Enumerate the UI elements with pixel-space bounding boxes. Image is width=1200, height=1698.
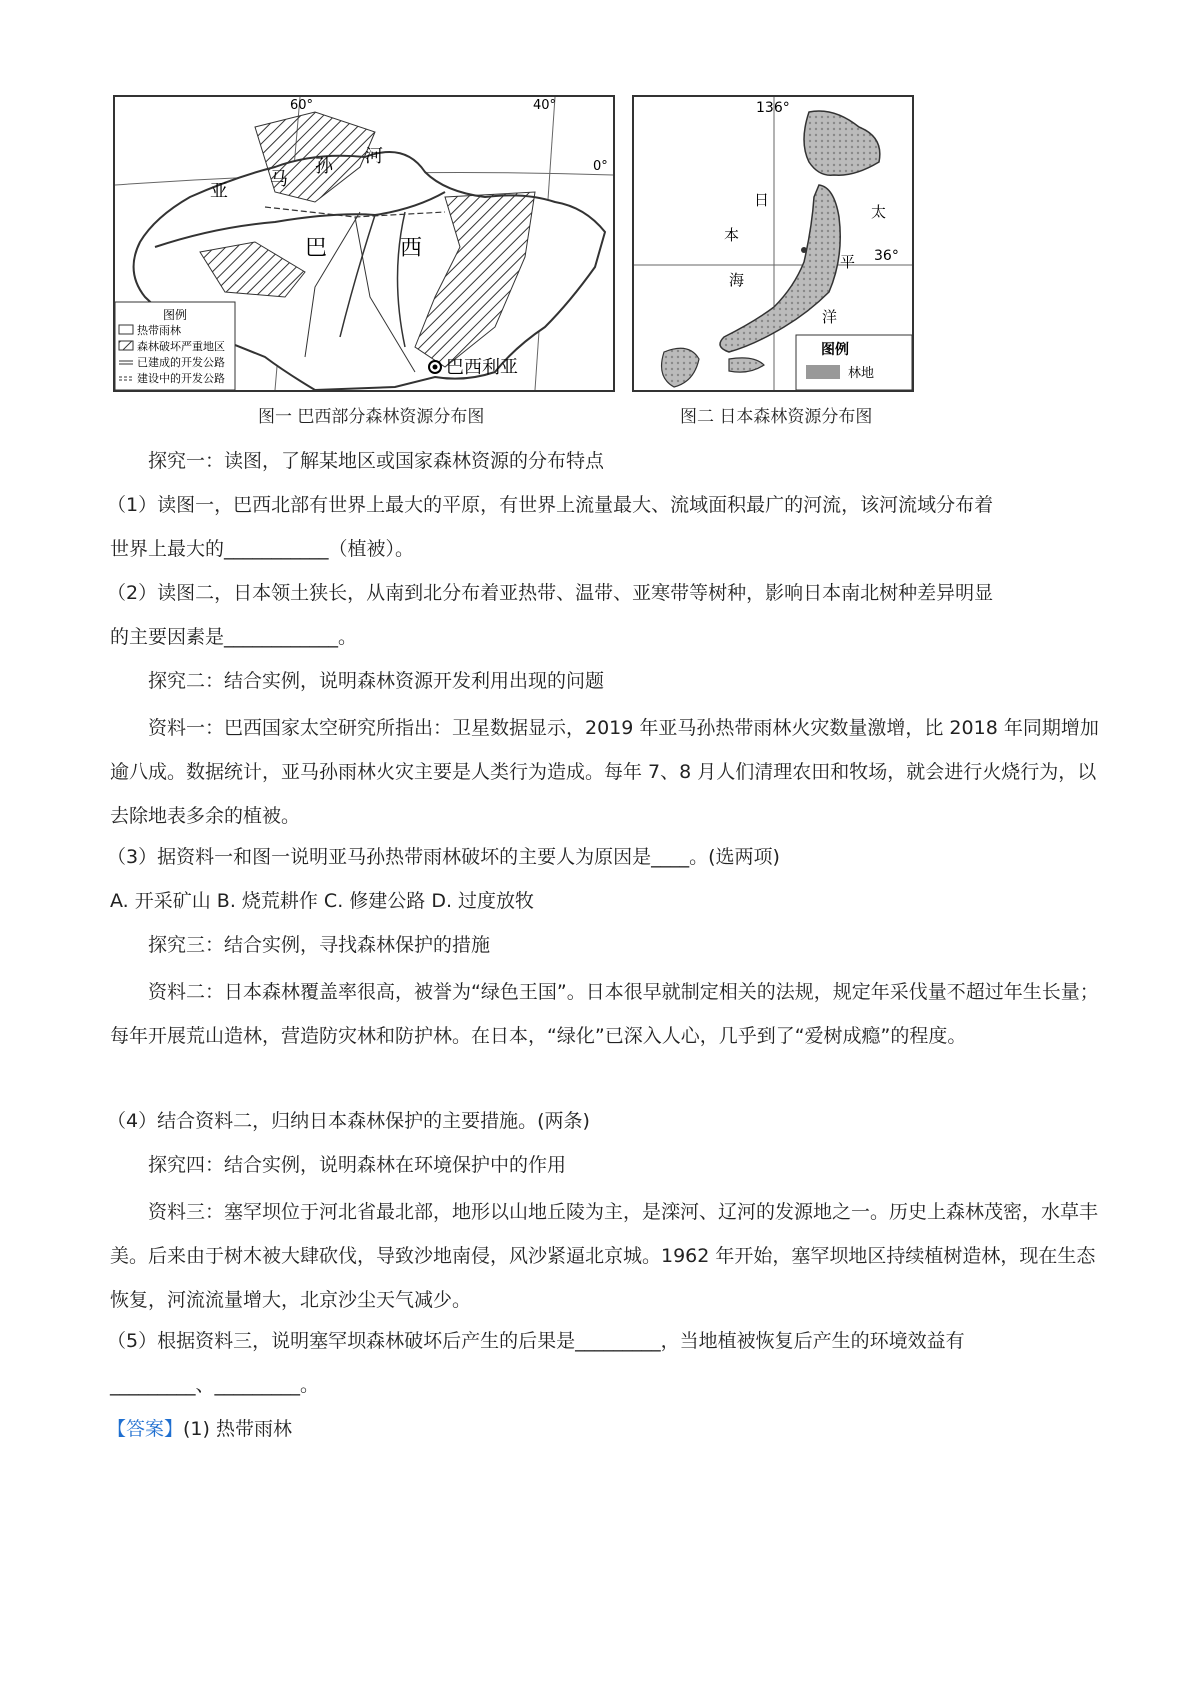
ocean-char-2: 平 xyxy=(840,253,856,271)
lon-136-label: 136° xyxy=(756,100,790,116)
material1-paragraph: 资料一：巴西国家太空研究所指出：卫星数据显示，2019 年亚马孙热带雨林火灾数量激增，比 2018 年同期增加逾八成。数据统计，亚马孙雨林火灾主要是人类行为造成。每年 7、8 月人们清理农田和牧场，就会进行火烧行为，以去除地表多余的植被。 xyxy=(110,717,1099,827)
figure2-caption: 图二 日本森林资源分布图 xyxy=(680,407,873,427)
legend-deforest-swatch xyxy=(119,341,133,350)
japan-map-svg xyxy=(634,97,912,390)
q1-line1: （1）读图一，巴西北部有世界上最大的平原，有世界上流量最大、流域面积最广的河流，该河流域分布着 xyxy=(107,494,994,516)
river-char-2: 马 xyxy=(270,169,288,190)
japan-forest-map xyxy=(632,95,914,392)
legend-item-built-road: 已建成的开发公路 xyxy=(137,356,225,369)
material3-paragraph: 资料三：塞罕坝位于河北省最北部，地形以山地丘陵为主，是滦河、辽河的发源地之一。历史上森林茂密，水草丰美。后来由于树木被大肆砍伐，导致沙地南侵，风沙紧逼北京城。1962 年开始，塞罕坝地区持续植树造林，现在生态恢复，河流流量增大，北京沙尘天气减少。 xyxy=(110,1201,1099,1311)
legend-item-deforest: 森林破坏严重地区 xyxy=(137,340,225,353)
explore3-heading: 探究三：结合实例，寻找森林保护的措施 xyxy=(148,934,491,956)
q3-question: （3）据资料一和图一说明亚马孙热带雨林破坏的主要人为原因是____。(选两项) xyxy=(107,846,780,868)
capital-label: 巴西利亚 xyxy=(446,357,518,378)
q4-question: （4）结合资料二，归纳日本森林保护的主要措施。(两条) xyxy=(107,1110,590,1132)
q5-line2: _________、_________。 xyxy=(110,1374,320,1396)
legend-item-rainforest: 热带雨林 xyxy=(137,324,181,337)
country-char-1: 巴 xyxy=(305,236,328,261)
sea-char-3: 海 xyxy=(729,271,745,289)
japan-legend-title: 图例 xyxy=(821,342,849,358)
lat-0-label: 0° xyxy=(593,159,608,174)
tokyo-dot-icon xyxy=(801,247,807,253)
legend-forest-swatch xyxy=(806,365,840,379)
q3-options: A. 开采矿山 B. 烧荒耕作 C. 修建公路 D. 过度放牧 xyxy=(110,890,535,912)
sea-char-1: 日 xyxy=(754,191,770,209)
q2-line2: 的主要因素是____________。 xyxy=(110,626,358,648)
brazil-forest-map xyxy=(113,95,615,392)
legend-item-planned-road: 建设中的开发公路 xyxy=(137,372,225,385)
japan-legend-box xyxy=(796,335,912,390)
answer-text: (1) 热带雨林 xyxy=(183,1418,292,1440)
legend-title: 图例 xyxy=(163,308,188,322)
honshu xyxy=(720,185,840,352)
lat-36-label: 36° xyxy=(874,248,899,264)
ocean-char-3: 洋 xyxy=(822,308,838,326)
legend-rainforest-swatch xyxy=(119,325,133,334)
lon-40-label: 40° xyxy=(533,98,557,113)
lon-60-label: 60° xyxy=(290,98,314,113)
shikoku xyxy=(729,358,764,372)
hokkaido xyxy=(804,111,880,175)
river-char-3: 孙 xyxy=(315,156,333,177)
river-char-1: 亚 xyxy=(210,181,228,202)
answer-tag: 【答案】 xyxy=(107,1418,184,1440)
q5-line1: （5）根据资料三，说明塞罕坝森林破坏后产生的后果是_________，当地植被恢复后产生的环境效益有 xyxy=(107,1330,965,1352)
explore2-heading: 探究二：结合实例，说明森林资源开发利用出现的问题 xyxy=(148,670,605,692)
sea-char-2: 本 xyxy=(724,226,740,244)
country-char-2: 西 xyxy=(400,236,423,261)
ocean-char-1: 太 xyxy=(871,203,887,221)
explore4-heading: 探究四：结合实例，说明森林在环境保护中的作用 xyxy=(148,1154,567,1176)
legend-item-forest: 林地 xyxy=(848,366,875,381)
material2-paragraph: 资料二：日本森林覆盖率很高，被誉为“绿色王国”。日本很早就制定相关的法规，规定年采伐量不超过年生长量；每年开展荒山造林，营造防灾林和防护林。在日本，“绿化”已深入人心，几乎到了“爱树成瘾”的程度。 xyxy=(110,981,1099,1047)
river-char-4: 河 xyxy=(365,146,383,167)
q2-line1: （2）读图二，日本领土狭长，从南到北分布着亚热带、温带、亚寒带等树种，影响日本南北树种差异明显 xyxy=(107,582,994,604)
brazil-map-svg xyxy=(115,97,613,390)
explore1-heading: 探究一：读图，了解某地区或国家森林资源的分布特点 xyxy=(148,450,605,472)
figure1-caption: 图一 巴西部分森林资源分布图 xyxy=(258,407,485,427)
q1-line2: 世界上最大的___________（植被）。 xyxy=(110,538,415,560)
kyushu xyxy=(662,348,699,387)
answer-line xyxy=(107,1410,1097,1448)
